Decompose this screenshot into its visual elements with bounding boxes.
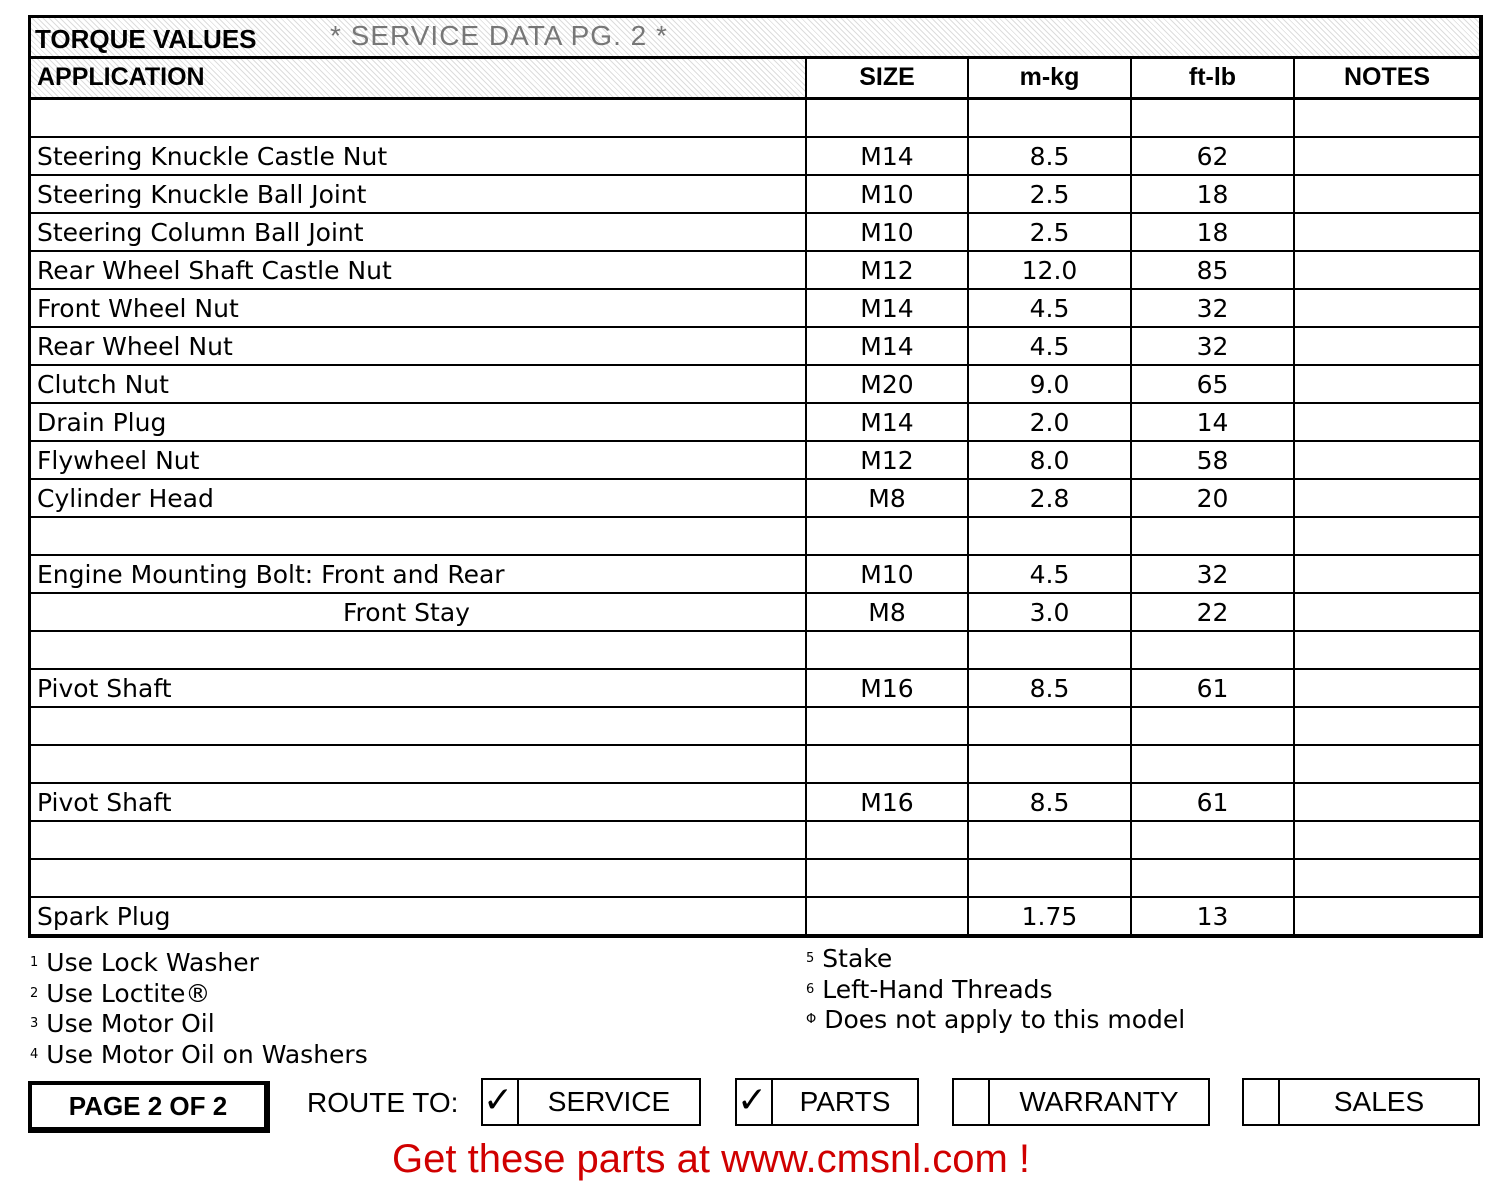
footnote-marker: 6: [806, 981, 815, 997]
size-cell: M16: [807, 784, 969, 820]
application-cell: Flywheel Nut: [31, 442, 807, 478]
notes-cell: [1295, 480, 1479, 516]
ftlb-cell: 22: [1132, 594, 1295, 630]
footnote-marker: 2: [30, 985, 39, 1001]
ftlb-cell: 14: [1132, 404, 1295, 440]
notes-cell: [1295, 632, 1479, 668]
notes-cell: [1295, 670, 1479, 706]
table-row: [31, 328, 1479, 366]
table-row: [31, 632, 1479, 670]
size-cell: M14: [807, 138, 969, 174]
ftlb-cell: 61: [1132, 670, 1295, 706]
table-row: [31, 442, 1479, 480]
application-cell: [31, 518, 807, 554]
header-row: [31, 59, 1479, 100]
notes-cell: [1295, 214, 1479, 250]
size-cell: [807, 822, 969, 858]
table-title: TORQUE VALUES: [31, 18, 1479, 59]
notes-cell: [1295, 708, 1479, 744]
notes-cell: [1295, 328, 1479, 364]
size-cell: [807, 518, 969, 554]
mkg-cell: 2.5: [969, 176, 1132, 212]
footnote: [30, 1009, 368, 1040]
torque-values-table: [28, 15, 1483, 938]
notes-cell: [1295, 404, 1479, 440]
check-icon: [1244, 1080, 1280, 1124]
application-cell: [31, 708, 807, 744]
application-cell: Engine Mounting Bolt: Front and Rear: [31, 556, 807, 592]
footnote: [806, 1005, 1185, 1036]
footnote-marker: 3: [30, 1016, 39, 1031]
table-row: [31, 860, 1479, 898]
check-icon: [954, 1080, 990, 1124]
size-cell: M16: [807, 670, 969, 706]
application-cell: [31, 632, 807, 668]
mkg-cell: [969, 822, 1132, 858]
table-row: [31, 518, 1479, 556]
table-row: [31, 594, 1479, 632]
size-cell: M20: [807, 366, 969, 402]
ftlb-cell: 58: [1132, 442, 1295, 478]
ftlb-cell: 85: [1132, 252, 1295, 288]
notes-cell: [1295, 822, 1479, 858]
footnote-text: Use Motor Oil: [46, 1009, 215, 1038]
application-cell: Steering Column Ball Joint: [31, 214, 807, 250]
route-label-text: SERVICE: [547, 1086, 671, 1117]
ftlb-cell: 13: [1132, 898, 1295, 934]
notes-cell: [1295, 442, 1479, 478]
mkg-cell: [969, 100, 1132, 136]
check-icon: ✓: [737, 1080, 773, 1124]
service-data-stamp: * SERVICE DATA PG. 2 *: [330, 20, 668, 51]
footnote: [806, 944, 1185, 975]
ftlb-cell: 61: [1132, 784, 1295, 820]
ftlb-cell: 20: [1132, 480, 1295, 516]
route-label-text: SALES: [1333, 1086, 1425, 1117]
notes-cell: [1295, 138, 1479, 174]
mkg-cell: [969, 746, 1132, 782]
table-row: [31, 138, 1479, 176]
application-cell: Rear Wheel Nut: [31, 328, 807, 364]
size-cell: M14: [807, 328, 969, 364]
mkg-cell: 3.0: [969, 594, 1132, 630]
table-row: [31, 480, 1479, 518]
size-cell: [807, 898, 969, 934]
table-row: [31, 746, 1479, 784]
application-cell: Front Stay: [31, 594, 807, 630]
size-cell: M8: [807, 480, 969, 516]
size-cell: [807, 746, 969, 782]
footnote-marker: 4: [30, 1046, 39, 1062]
ftlb-cell: [1132, 518, 1295, 554]
mkg-cell: 12.0: [969, 252, 1132, 288]
page-indicator: PAGE 2 OF 2: [28, 1081, 270, 1133]
size-cell: M14: [807, 404, 969, 440]
mkg-cell: 2.0: [969, 404, 1132, 440]
mkg-cell: 4.5: [969, 290, 1132, 326]
table-row: [31, 366, 1479, 404]
application-cell: [31, 822, 807, 858]
mkg-cell: 8.5: [969, 784, 1132, 820]
ftlb-cell: [1132, 708, 1295, 744]
mkg-cell: 4.5: [969, 556, 1132, 592]
mkg-cell: [969, 708, 1132, 744]
ftlb-cell: 18: [1132, 214, 1295, 250]
application-cell: Steering Knuckle Castle Nut: [31, 138, 807, 174]
ftlb-cell: 65: [1132, 366, 1295, 402]
notes-cell: [1295, 746, 1479, 782]
route-warranty-checkbox[interactable]: [952, 1078, 1210, 1126]
size-cell: M8: [807, 594, 969, 630]
application-cell: Pivot Shaft: [31, 784, 807, 820]
application-cell: Clutch Nut: [31, 366, 807, 402]
application-cell: [31, 746, 807, 782]
header-size: SIZE: [807, 59, 969, 97]
ftlb-cell: [1132, 860, 1295, 896]
size-cell: [807, 860, 969, 896]
notes-cell: [1295, 898, 1479, 934]
footnote-text: Does not apply to this model: [824, 1005, 1186, 1034]
route-label: ROUTE TO:: [307, 1087, 459, 1118]
mkg-cell: 4.5: [969, 328, 1132, 364]
notes-cell: [1295, 252, 1479, 288]
table-row: [31, 670, 1479, 708]
table-body: [31, 100, 1479, 934]
table-row: [31, 214, 1479, 252]
application-cell: Cylinder Head: [31, 480, 807, 516]
size-cell: M14: [807, 290, 969, 326]
notes-cell: [1295, 594, 1479, 630]
footnote: [806, 975, 1185, 1006]
footnote: [30, 1040, 368, 1071]
footnotes-right: [806, 944, 1185, 1036]
footnote: [30, 979, 368, 1010]
size-cell: [807, 708, 969, 744]
table-row: [31, 176, 1479, 214]
size-cell: M12: [807, 442, 969, 478]
footnote-text: Left-Hand Threads: [822, 974, 1053, 1004]
application-cell: [31, 100, 807, 136]
footnote-marker: Φ: [806, 1012, 817, 1027]
footnote-text: Use Lock Washer: [46, 948, 259, 977]
footnote-text: Use Loctite®: [46, 978, 211, 1008]
mkg-cell: [969, 518, 1132, 554]
footnote-marker: 1: [30, 955, 39, 970]
application-cell: Rear Wheel Shaft Castle Nut: [31, 252, 807, 288]
ftlb-cell: 32: [1132, 328, 1295, 364]
size-cell: M10: [807, 176, 969, 212]
notes-cell: [1295, 556, 1479, 592]
table-row: [31, 252, 1479, 290]
notes-cell: [1295, 176, 1479, 212]
footnote-marker: 5: [806, 951, 815, 966]
application-cell: Drain Plug: [31, 404, 807, 440]
mkg-cell: 2.5: [969, 214, 1132, 250]
footnote-text: Use Motor Oil on Washers: [46, 1039, 368, 1069]
table-row: [31, 898, 1479, 934]
mkg-cell: 8.5: [969, 138, 1132, 174]
table-row: [31, 404, 1479, 442]
ftlb-cell: [1132, 746, 1295, 782]
application-cell: Spark Plug: [31, 898, 807, 934]
route-service-checkbox[interactable]: [481, 1078, 701, 1126]
size-cell: M10: [807, 556, 969, 592]
ftlb-cell: [1132, 822, 1295, 858]
header-notes: NOTES: [1343, 63, 1431, 91]
size-cell: [807, 100, 969, 136]
size-cell: M12: [807, 252, 969, 288]
notes-cell: [1295, 860, 1479, 896]
notes-cell: [1295, 290, 1479, 326]
route-label-text: PARTS: [799, 1086, 891, 1117]
ftlb-cell: 32: [1132, 556, 1295, 592]
table-row: [31, 784, 1479, 822]
ftlb-cell: 18: [1132, 176, 1295, 212]
ftlb-cell: [1132, 632, 1295, 668]
notes-cell: [1295, 100, 1479, 136]
notes-cell: [1295, 366, 1479, 402]
mkg-cell: 9.0: [969, 366, 1132, 402]
ftlb-cell: 32: [1132, 290, 1295, 326]
promo-link[interactable]: Get these parts at www.cmsnl.com !: [392, 1137, 1030, 1181]
mkg-cell: 8.5: [969, 670, 1132, 706]
mkg-cell: 1.75: [969, 898, 1132, 934]
header-application: APPLICATION: [31, 59, 807, 97]
ftlb-cell: 62: [1132, 138, 1295, 174]
application-cell: Steering Knuckle Ball Joint: [31, 176, 807, 212]
mkg-cell: 2.8: [969, 480, 1132, 516]
table-row: [31, 100, 1479, 138]
check-icon: ✓: [483, 1080, 519, 1124]
footnote-text: Stake: [822, 944, 893, 973]
table-row: [31, 290, 1479, 328]
mkg-cell: [969, 860, 1132, 896]
application-cell: Pivot Shaft: [31, 670, 807, 706]
route-parts-checkbox[interactable]: [735, 1078, 919, 1126]
route-label-text: WARRANTY: [1019, 1086, 1179, 1117]
notes-cell: [1295, 518, 1479, 554]
ftlb-cell: [1132, 100, 1295, 136]
table-row: [31, 556, 1479, 594]
application-cell: Front Wheel Nut: [31, 290, 807, 326]
application-cell: [31, 860, 807, 896]
footnote: [30, 948, 368, 979]
header-ftlb: ft-lb: [1132, 59, 1295, 97]
table-row: [31, 708, 1479, 746]
mkg-cell: [969, 632, 1132, 668]
table-row: [31, 822, 1479, 860]
size-cell: [807, 632, 969, 668]
size-cell: M10: [807, 214, 969, 250]
footnotes-left: [30, 948, 368, 1070]
notes-cell: [1295, 784, 1479, 820]
header-mkg: m-kg: [969, 59, 1132, 97]
route-sales-checkbox[interactable]: [1242, 1078, 1480, 1126]
mkg-cell: 8.0: [969, 442, 1132, 478]
